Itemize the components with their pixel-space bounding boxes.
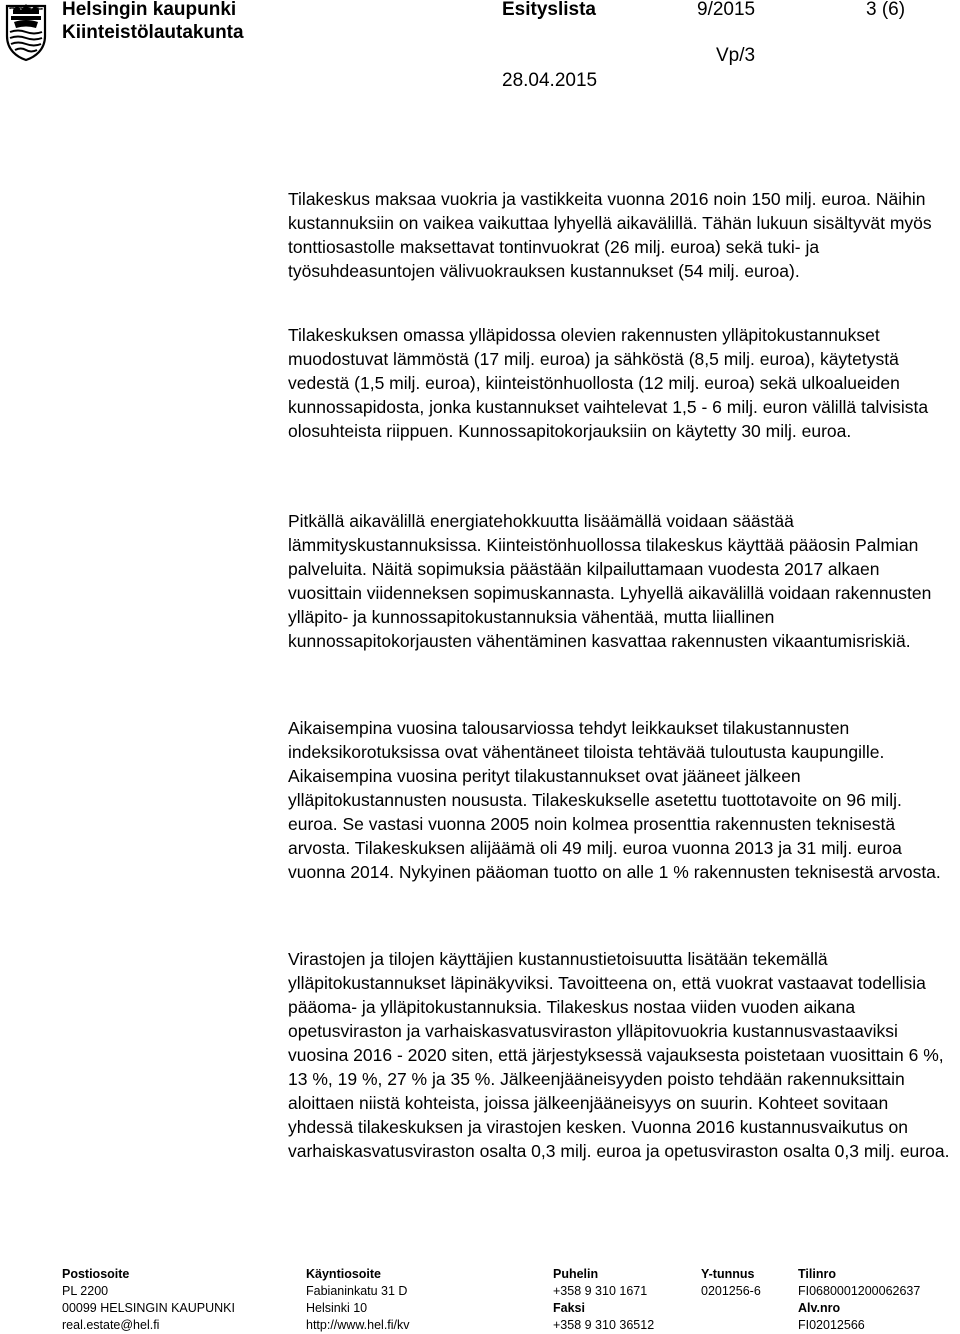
footer-heading-postal: Postiosoite — [62, 1267, 130, 1281]
footer-business-id — [701, 1266, 761, 1300]
footer-email[interactable]: real.estate@hel.fi — [62, 1318, 160, 1332]
helsinki-crest-logo — [4, 2, 48, 62]
footer-heading-visiting: Käyntiosoite — [306, 1267, 382, 1281]
footer-visiting-line: Helsinki 10 — [306, 1301, 368, 1315]
paragraph-2: Tilakeskuksen omassa ylläpidossa olevien rakennusten ylläpitokustannukset muodostuvat lämmöstä (17 milj. euroa) ja sähköstä (8,5 milj. euroa), käytetystä vedestä (1,5 milj. euroa), kiinteistönhuollosta (12 milj. euroa) sekä ulkoalueiden kunnossapidosta, jonka kustannukset vaihtelevat 1,5 - 6 milj. euron välillä talvisista olosuhteista riippuen. Kunnossapitokorjauksiin on käytetty 30 milj. euroa. — [288, 325, 929, 441]
footer-phone — [553, 1266, 654, 1334]
footer-visiting-line: Fabianinkatu 31 D — [306, 1284, 408, 1298]
footer-fax-number: +358 9 310 36512 — [553, 1318, 655, 1332]
paragraph-3: Pitkällä aikavälillä energiatehokkuutta lisäämällä voidaan säästää lämmityskustannuksissa. Kiinteistönhuollossa tilakeskus käyttää pääosin Palmian palveluita. Näitä sopimuksia päästään kilpailuttamaan vuodesta 2017 alkaen vuosittain viidenneksen sopimuskannasta. Lyhyellä aikavälillä voidaan rakennusten ylläpito- ja kunnossapitokustannuksia vähentää, mutta liiallinen kunnossapitokorjausten vähentäminen kasvattaa rakennusten vikaantumisriskiä. — [288, 511, 932, 651]
footer-heading-account: Tilinro — [798, 1267, 836, 1281]
agenda-item: Vp/3 — [716, 45, 756, 66]
meeting-number: 9/2015 — [697, 0, 756, 20]
board-name: Kiinteistölautakunta — [62, 22, 244, 43]
footer-postal-address — [62, 1266, 235, 1334]
doc-type: Esityslista — [502, 0, 596, 20]
footer-heading-vat: Alv.nro — [798, 1301, 841, 1315]
footer-phone-number: +358 9 310 1671 — [553, 1284, 648, 1298]
footer-postal-line: PL 2200 — [62, 1284, 109, 1298]
paragraph-5: Virastojen ja tilojen käyttäjien kustannustietoisuutta lisätään tekemällä ylläpitokustannukset läpinäkyviksi. Tavoitteena on, että vuokrat vastaavat todellisia pääoma- ja ylläpitokustannuksia. Tilakeskus nostaa viiden vuoden aikana opetusviraston ja varhaiskasvatusviraston ylläpitovuokria kustannusvastaaviksi vuosina 2016 - 2020 siten, että järjestyksessä vajauksesta poistetaan vuosittain 6 %, 13 %, 19 %, 27 % ja 35 %. Jälkeenjääneisyyden poisto tehdään rakennuksittain aloittaen niistä kohteista, joissa jälkeenjääneisyys on suurin. Kohteet sovitaan yhdessä tilakeskuksen ja virastojen kesken. Vuonna 2016 kustannusvaikutus on varhaiskasvatusviraston osalta 0,3 milj. euroa ja opetusviraston osalta 0,3 milj. euroa. — [288, 949, 950, 1161]
footer-heading-phone: Puhelin — [553, 1267, 599, 1281]
footer-website-link[interactable]: http://www.hel.fi/kv — [306, 1318, 410, 1332]
footer-business-id-value: 0201256-6 — [701, 1284, 761, 1298]
paragraph-4: Aikaisempina vuosina talousarviossa tehdyt leikkaukset tilakustannusten indeksikorotuksissa ovat vähentäneet tiloista tehtävää tuloutusta kaupungille. Aikaisempina vuosina perityt tilakustannukset ovat jääneet jälkeen ylläpitokustannusten noususta. Tilakeskukselle asetettu tuottotavoite on 96 milj. euroa. Se vastasi vuonna 2005 noin kolmea prosenttia rakennusten teknisestä arvosta. Tilakeskuksen alijäämä oli 49 milj. euroa vuonna 2013 ja 31 milj. euroa vuonna 2014. Nykyinen pääoman tuotto on alle 1 % rakennusten teknisestä arvosta. — [288, 718, 941, 882]
footer-account-number: FI0680001200062637 — [798, 1284, 921, 1298]
footer-postal-line: 00099 HELSINGIN KAUPUNKI — [62, 1301, 235, 1315]
footer-visiting-address — [306, 1266, 410, 1334]
paragraph-1: Tilakeskus maksaa vuokria ja vastikkeita vuonna 2016 noin 150 milj. euroa. Näihin kustannuksiin on vaikea vaikuttaa lyhyellä aikavälillä. Tähän lukuun sisältyvät myös tonttiosastolle maksettavat tontinvuokrat (26 milj. euroa) sekä tuki- ja työsuhdeasuntojen välivuokrauksen kustannukset (54 milj. euroa). — [288, 189, 932, 281]
footer-account — [798, 1266, 920, 1334]
footer-vat-number: FI02012566 — [798, 1318, 865, 1332]
org-name: Helsingin kaupunki — [62, 0, 237, 20]
footer-heading-business-id: Y-tunnus — [701, 1267, 755, 1281]
footer-heading-fax: Faksi — [553, 1301, 585, 1315]
page-number: 3 (6) — [866, 0, 906, 20]
meeting-date: 28.04.2015 — [502, 70, 598, 91]
